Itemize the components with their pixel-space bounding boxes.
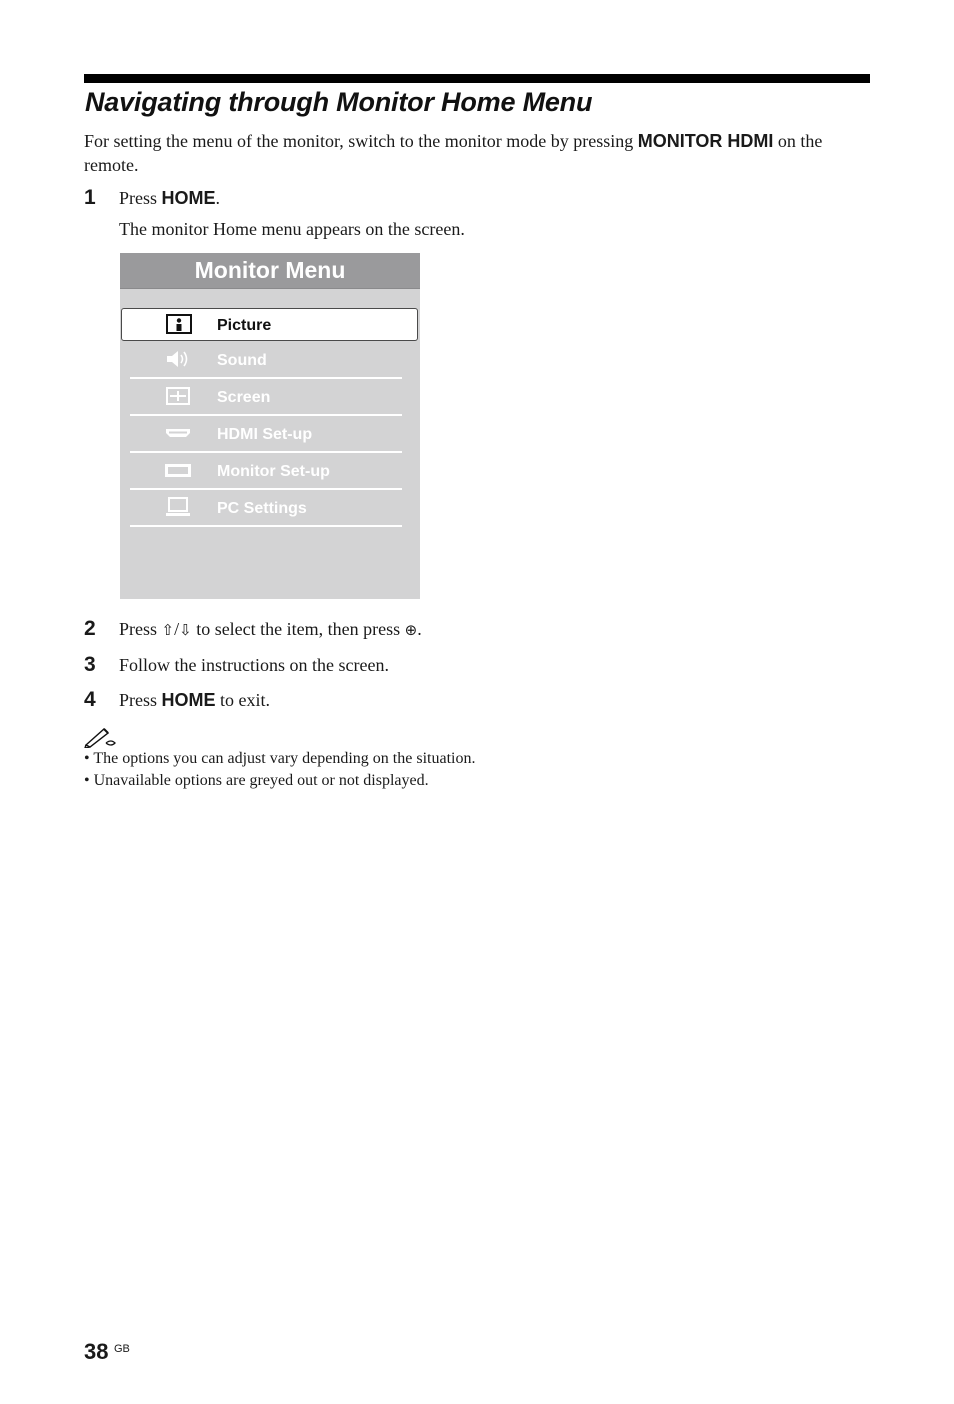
step-4-text: Press HOME to exit. bbox=[119, 690, 271, 710]
menu-item-hdmi-setup[interactable] bbox=[130, 415, 402, 453]
menu-item-pc-settings[interactable] bbox=[130, 489, 402, 527]
menu-item-label: Monitor Set-up bbox=[217, 463, 330, 480]
screen-icon bbox=[165, 386, 191, 406]
menu-item-label: Picture bbox=[217, 317, 272, 334]
monitor-menu-header bbox=[120, 253, 420, 289]
step-3-text: Follow the instructions on the screen. bbox=[119, 655, 389, 675]
home-key-label: HOME bbox=[161, 188, 216, 208]
note-pencil-icon bbox=[84, 726, 118, 748]
page-title: Navigating through Monitor Home Menu bbox=[85, 87, 593, 117]
monitor-menu-screen bbox=[120, 253, 420, 599]
monitor-menu-title: Monitor Menu bbox=[194, 257, 346, 283]
monitor-hdmi-button-label: MONITOR HDMI bbox=[637, 131, 774, 151]
step-4-number: 4 bbox=[84, 688, 96, 711]
enter-button-icon: ⊕ bbox=[404, 621, 418, 639]
hdmi-icon bbox=[165, 423, 191, 443]
page-number: 38 bbox=[84, 1339, 109, 1364]
intro-paragraph bbox=[84, 129, 876, 177]
menu-item-label: Sound bbox=[217, 352, 267, 369]
home-key-label: HOME bbox=[161, 690, 216, 710]
picture-icon bbox=[166, 314, 192, 334]
menu-item-label: HDMI Set-up bbox=[217, 426, 313, 443]
intro-text-after: on the remote. bbox=[84, 131, 823, 175]
step-1-result: The monitor Home menu appears on the screen. bbox=[119, 219, 465, 239]
menu-item-label: Screen bbox=[217, 389, 271, 406]
menu-item-sound[interactable] bbox=[130, 341, 402, 379]
down-arrow-icon: ⇩ bbox=[179, 621, 192, 639]
step-2-text: Press ⇧/⇩ to select the item, then press ⊕. bbox=[119, 619, 422, 639]
pc-icon bbox=[165, 497, 191, 517]
page-region-code: GB bbox=[114, 1343, 130, 1355]
step-1-text: Press HOME. bbox=[119, 188, 221, 208]
step-3-number: 3 bbox=[84, 653, 96, 676]
speaker-icon bbox=[165, 349, 191, 369]
menu-item-screen[interactable] bbox=[130, 378, 402, 416]
up-arrow-icon: ⇧ bbox=[161, 621, 175, 639]
menu-item-label: PC Settings bbox=[217, 500, 307, 517]
step-1-number: 1 bbox=[84, 186, 96, 209]
menu-item-picture[interactable] bbox=[121, 308, 418, 341]
intro-text-before: For setting the menu of the monitor, switch to the monitor mode by pressing bbox=[84, 131, 638, 151]
step-2-number: 2 bbox=[84, 617, 96, 640]
note-item: • The options you can adjust vary depending on the situation. bbox=[84, 750, 476, 767]
menu-item-monitor-setup[interactable] bbox=[130, 452, 402, 490]
monitor-setup-icon bbox=[165, 460, 191, 480]
note-item: • Unavailable options are greyed out or not displayed. bbox=[84, 772, 429, 789]
top-rule bbox=[84, 74, 870, 83]
